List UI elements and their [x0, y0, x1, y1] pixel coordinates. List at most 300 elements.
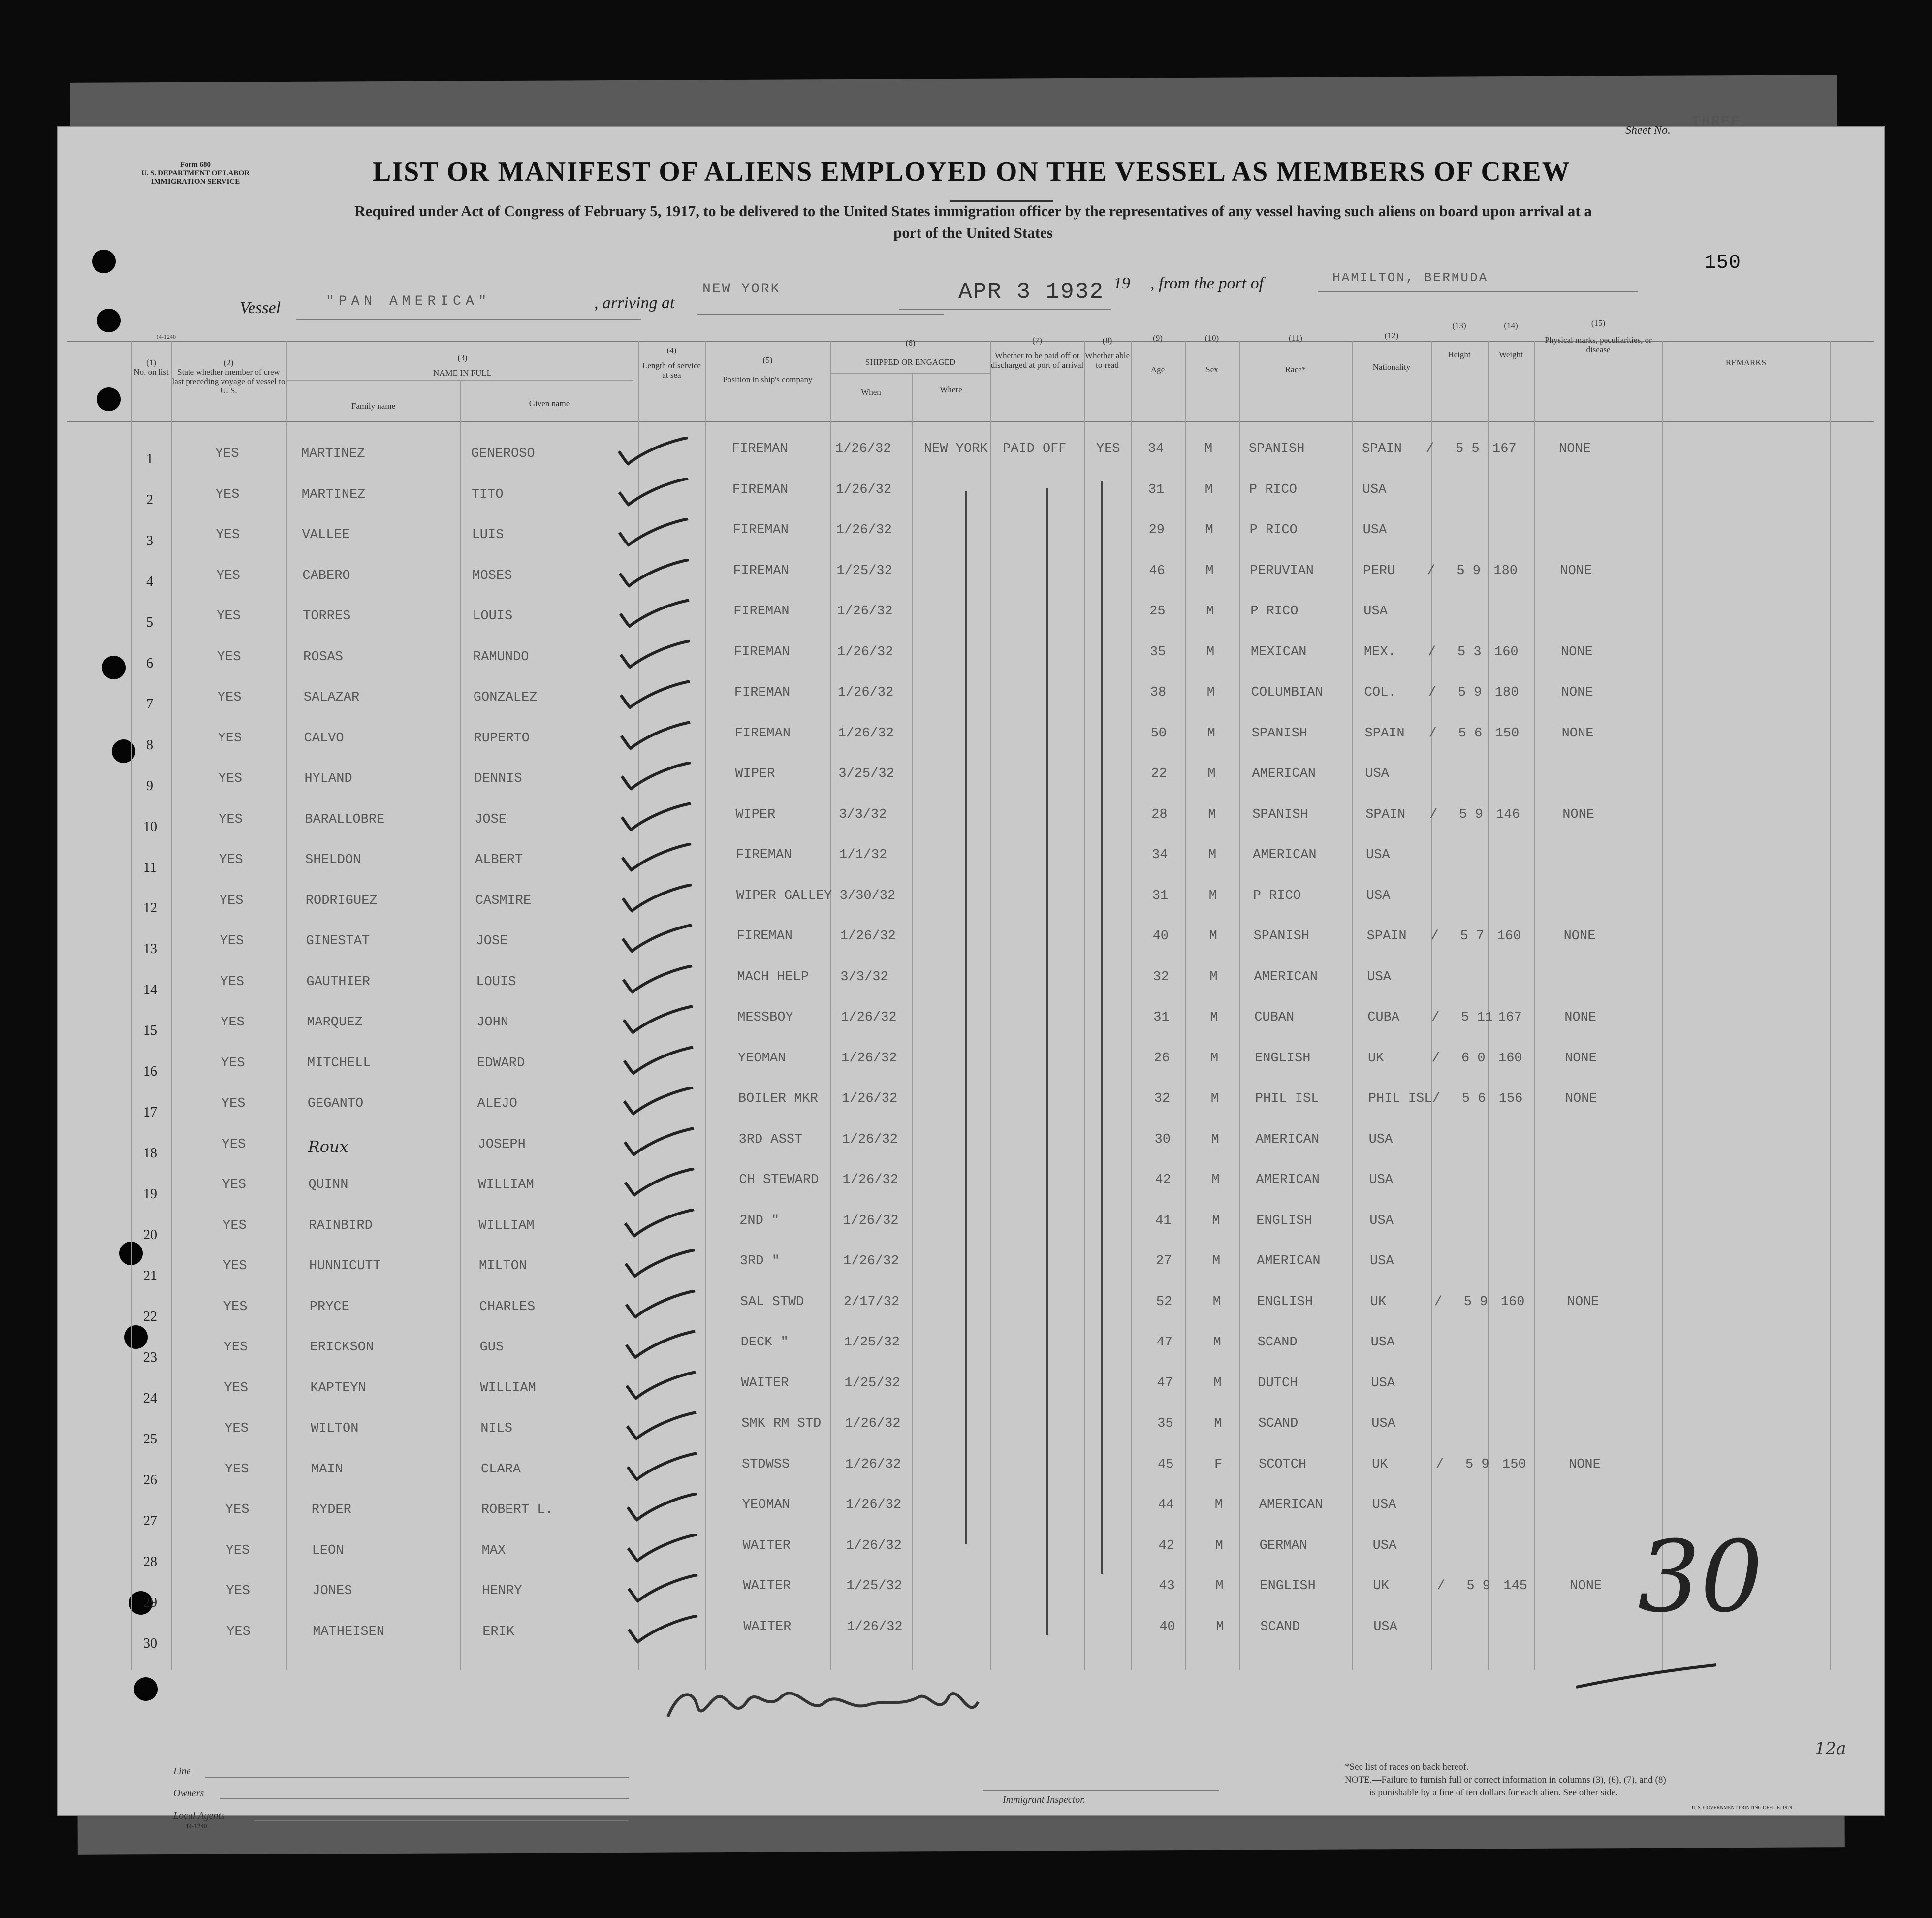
cell-weight: 160: [1497, 929, 1521, 944]
row-number: 1: [146, 451, 153, 467]
cell-family: CALVO: [304, 731, 344, 746]
cell-given: CLARA: [481, 1462, 521, 1477]
cell-when: 1/26/32: [837, 685, 894, 700]
cell-race: ENGLISH: [1260, 1579, 1316, 1594]
cell-sex: M: [1206, 644, 1215, 660]
row-number: 2: [146, 492, 153, 508]
cell-family: HUNNICUTT: [309, 1259, 381, 1274]
header-col-12: [1352, 331, 1431, 372]
service-check-mark: [621, 1005, 695, 1035]
row-number: 24: [143, 1390, 157, 1406]
cell-prev: YES: [226, 1624, 251, 1639]
inspector-signature: [663, 1662, 1008, 1741]
cell-given: HENRY: [482, 1584, 522, 1598]
signature-text: EPAbbott Insp: [663, 1662, 669, 1663]
cell-nat: USA: [1362, 523, 1387, 538]
cell-nat: UK: [1372, 1457, 1388, 1472]
cell-position: CH STEWARD: [739, 1173, 819, 1187]
cell-prev: YES: [224, 1421, 249, 1436]
cell-prev: YES: [217, 609, 241, 624]
from-port-rule: [1318, 291, 1638, 292]
cell-prev: YES: [220, 934, 244, 949]
cell-when: 1/26/32: [837, 644, 893, 660]
table-row: [58, 1132, 1884, 1174]
form-department: U. S. DEPARTMENT OF LABOR: [141, 169, 250, 177]
cell-race: AMERICAN: [1252, 767, 1316, 781]
service-check-mark: [622, 1087, 696, 1116]
header-col-10: [1185, 333, 1239, 374]
cell-prev: YES: [217, 649, 241, 665]
vessel-name: "PAN AMERICA": [326, 294, 491, 309]
cell-prev: YES: [216, 568, 240, 583]
cell-age: 31: [1148, 482, 1165, 497]
service-check-mark: [622, 1046, 696, 1076]
shipped-subrule: [830, 373, 990, 374]
header-col-7-num: (7): [1032, 336, 1042, 345]
cell-weight: 156: [1498, 1091, 1523, 1106]
cell-nat: PERU: [1363, 563, 1395, 578]
cell-age: 43: [1159, 1579, 1175, 1594]
cell-race: ENGLISH: [1256, 1213, 1312, 1228]
cell-race: AMERICAN: [1254, 969, 1318, 985]
cell-when: 1/1/32: [839, 848, 887, 863]
cell-nat: SPAIN: [1362, 442, 1402, 456]
cell-age: 30: [1154, 1132, 1171, 1147]
cell-prev: YES: [219, 853, 243, 867]
cell-age: 41: [1155, 1213, 1172, 1228]
cell-family: PRYCE: [309, 1299, 349, 1314]
total-underline: [1574, 1662, 1721, 1692]
cell-given: CASMIRE: [475, 893, 532, 908]
cell-family: MARTINEZ: [301, 447, 365, 461]
header-given-name: Given name: [529, 399, 570, 408]
cell-when: 1/26/32: [840, 929, 896, 944]
cell-family: CABERO: [302, 568, 350, 583]
header-col-9: [1131, 333, 1185, 374]
header-shipped-when: When: [861, 387, 881, 397]
cell-nat: SPAIN: [1366, 929, 1407, 944]
cell-race: SCAND: [1260, 1619, 1300, 1634]
header-col-10-text: Sex: [1205, 365, 1218, 374]
cell-when: 1/26/32: [845, 1498, 902, 1512]
cell-nat: USA: [1371, 1416, 1395, 1431]
form-block: [136, 161, 254, 186]
table-row: [58, 1498, 1884, 1539]
cell-marks: NONE: [1561, 644, 1593, 660]
cell-sex: M: [1214, 1416, 1222, 1431]
cell-sex: M: [1205, 563, 1214, 578]
cell-race: P RICO: [1250, 604, 1299, 619]
row-number: 26: [143, 1472, 157, 1488]
cell-family: JONES: [312, 1584, 352, 1598]
cell-sex: M: [1206, 604, 1214, 619]
cell-age: 47: [1157, 1375, 1173, 1391]
service-check-mark: [617, 559, 691, 588]
cell-nat: USA: [1370, 1254, 1394, 1269]
header-col-7: [990, 336, 1084, 370]
cell-weight: 160: [1498, 1051, 1522, 1066]
cell-race: P RICO: [1253, 888, 1301, 903]
cell-family: GINESTAT: [306, 934, 370, 949]
cell-race: SPANISH: [1253, 929, 1310, 944]
cell-family: SHELDON: [305, 853, 361, 867]
cell-prev: YES: [225, 1462, 249, 1477]
cell-prev: YES: [219, 812, 243, 827]
cell-marks: NONE: [1570, 1579, 1602, 1594]
cell-height: 5 9: [1466, 1579, 1490, 1594]
cell-when: 1/25/32: [846, 1579, 902, 1594]
cell-given: GUS: [479, 1340, 504, 1355]
table-row: [58, 1295, 1884, 1336]
service-check-mark: [625, 1411, 698, 1441]
cell-race: SPANISH: [1251, 726, 1308, 741]
table-row: [58, 604, 1884, 645]
cell-nat: UK: [1373, 1579, 1389, 1594]
cell-family: VALLEE: [302, 528, 350, 543]
cell-when: 1/26/32: [835, 442, 891, 456]
header-col-14-num: (14): [1504, 321, 1518, 330]
cell-race: SCAND: [1258, 1416, 1299, 1431]
header-col-2-text: State whether member of crew last preceding voyage of vessel to U. S.: [172, 367, 285, 395]
cell-sex: M: [1210, 1091, 1219, 1106]
header-col-5-num: (5): [762, 355, 773, 365]
row-number: 21: [143, 1268, 157, 1283]
height-slash: /: [1427, 563, 1435, 578]
cell-nat: UK: [1368, 1051, 1384, 1066]
row-number: 8: [146, 737, 153, 753]
header-col-15-text: Physical marks, peculiarities, or disease: [1545, 335, 1652, 354]
cell-age: 50: [1150, 726, 1167, 741]
cell-nat: PHIL ISL: [1368, 1091, 1432, 1106]
manifest-rows: [58, 442, 1884, 1662]
cell-family: MARTINEZ: [301, 487, 366, 502]
table-row: [58, 1091, 1884, 1133]
header-col-4-text: Length of service at sea: [642, 361, 701, 380]
service-check-mark: [618, 599, 692, 629]
cell-sex: M: [1204, 482, 1213, 497]
inspector-label: Immigrant Inspector.: [1003, 1794, 1085, 1805]
cell-height: 5 9: [1457, 685, 1482, 700]
cell-weight: 150: [1502, 1457, 1526, 1472]
cell-weight: 167: [1498, 1010, 1522, 1025]
cell-sex: M: [1210, 1010, 1218, 1025]
cell-family: LEON: [312, 1543, 344, 1558]
table-row: [58, 1376, 1884, 1417]
service-check-mark: [625, 1452, 699, 1482]
cell-race: PHIL ISL: [1255, 1091, 1319, 1106]
table-row: [58, 929, 1884, 970]
punch-hole: [134, 1677, 158, 1701]
footer-owners-rule: [220, 1798, 629, 1799]
service-check-mark: [623, 1168, 697, 1197]
form-service: IMMIGRATION SERVICE: [151, 178, 240, 186]
table-row: [58, 523, 1884, 564]
cell-prev: YES: [219, 893, 244, 908]
cell-race: AMERICAN: [1257, 1254, 1321, 1269]
cell-position: DECK ": [740, 1335, 789, 1350]
cell-given: WILLIAM: [478, 1218, 535, 1233]
cell-prev: YES: [222, 1218, 247, 1233]
header-code: 14-1240: [156, 333, 176, 340]
ditto-line-paid: [1046, 488, 1048, 1635]
header-col-2: [171, 358, 286, 395]
cell-position: WIPER: [735, 807, 776, 822]
height-slash: /: [1429, 807, 1438, 822]
cell-when: 1/26/32: [836, 523, 892, 538]
header-col-15-num: (15): [1591, 319, 1606, 328]
date-rule: [899, 309, 1111, 310]
cell-race: PERUVIAN: [1250, 563, 1314, 578]
cell-age: 44: [1158, 1498, 1174, 1512]
header-col-15: [1534, 319, 1662, 354]
header-col-3-num: (3): [457, 353, 468, 362]
table-row: [58, 1214, 1884, 1255]
cell-position: FIREMAN: [736, 929, 793, 944]
row-number: 7: [146, 696, 153, 712]
cell-marks: NONE: [1562, 807, 1594, 822]
cell-nat: COL.: [1364, 685, 1396, 700]
cell-height: 5 7: [1460, 929, 1485, 944]
cell-sex: M: [1204, 442, 1213, 456]
punch-hole: [97, 309, 121, 332]
header-col-4-num: (4): [666, 346, 677, 355]
footnote-races: *See list of races on back hereof.: [1345, 1762, 1469, 1772]
cell-weight: 167: [1492, 442, 1517, 456]
header-col-5: [705, 341, 830, 384]
page-number: 150: [1704, 252, 1742, 274]
from-label: , from the port of: [1150, 274, 1264, 292]
cell-nat: UK: [1370, 1294, 1387, 1310]
cell-nat: SPAIN: [1365, 807, 1406, 822]
cell-race: SPANISH: [1249, 442, 1305, 456]
cell-given: MOSES: [472, 568, 512, 583]
cell-family: Roux: [308, 1137, 348, 1156]
cell-prev: YES: [222, 1137, 246, 1152]
cell-age: 34: [1152, 848, 1168, 863]
header-col-2-num: (2): [223, 358, 234, 367]
cell-age: 47: [1156, 1335, 1172, 1350]
cell-given: WILLIAM: [478, 1178, 534, 1192]
corner-note: 12a: [1815, 1739, 1846, 1758]
header-col-12-text: Nationality: [1372, 362, 1411, 372]
row-number: 5: [146, 614, 153, 630]
cell-sex: M: [1213, 1335, 1221, 1350]
cell-height: 5 5: [1456, 442, 1480, 456]
cell-when: 1/26/32: [837, 604, 893, 619]
row-number: 14: [143, 982, 157, 998]
table-row: [58, 767, 1884, 808]
cell-weight: 150: [1495, 726, 1520, 741]
cell-when: 1/26/32: [845, 1457, 901, 1472]
cell-nat: USA: [1372, 1498, 1396, 1512]
cell-height: 5 9: [1463, 1294, 1488, 1310]
cell-race: CUBAN: [1254, 1010, 1295, 1025]
cell-family: GAUTHIER: [306, 974, 371, 990]
cell-weight: 180: [1493, 563, 1518, 578]
cell-sex: M: [1210, 1051, 1219, 1066]
service-check-mark: [619, 802, 693, 832]
cell-given: WILLIAM: [480, 1380, 536, 1396]
header-col-14: [1488, 321, 1534, 359]
cell-race: AMERICAN: [1255, 1132, 1320, 1147]
row-number: 29: [143, 1595, 157, 1610]
cell-given: EDWARD: [477, 1055, 525, 1071]
cell-weight: 160: [1494, 644, 1519, 660]
cell-prev: YES: [220, 974, 244, 990]
header-col-4: [638, 346, 705, 380]
header-col-11-num: (11): [1289, 333, 1302, 343]
row-number: 23: [143, 1349, 157, 1365]
service-check-mark: [617, 478, 691, 507]
cell-sex: M: [1214, 1498, 1223, 1512]
cell-family: QUINN: [308, 1178, 348, 1192]
cell-race: COLUMBIAN: [1251, 685, 1323, 700]
cell-nat: USA: [1366, 888, 1391, 903]
cell-when: 3/3/32: [839, 807, 887, 822]
cell-position: FIREMAN: [734, 685, 791, 700]
cell-when: 1/26/32: [841, 1091, 898, 1106]
cell-marks: NONE: [1564, 1010, 1596, 1025]
printer-line: U. S. GOVERNMENT PRINTING OFFICE: 1929: [1692, 1805, 1792, 1811]
cell-when: 1/26/32: [842, 1132, 898, 1147]
cell-position: MESSBOY: [737, 1010, 793, 1025]
arriving-label: , arriving at: [594, 294, 675, 312]
table-row: [58, 848, 1884, 889]
cell-when: 1/26/32: [847, 1619, 903, 1634]
cell-race: SPANISH: [1252, 807, 1308, 822]
table-row: [58, 1620, 1884, 1661]
cell-sex: M: [1208, 888, 1217, 903]
cell-age: 46: [1149, 563, 1165, 578]
cell-age: 32: [1153, 969, 1169, 985]
cell-sex: M: [1213, 1375, 1222, 1391]
header-remarks: REMARKS: [1725, 358, 1767, 367]
cell-family: MITCHELL: [307, 1055, 371, 1071]
height-slash: /: [1436, 1457, 1444, 1472]
row-number: 27: [143, 1513, 157, 1529]
cell-age: 35: [1157, 1416, 1173, 1431]
header-col-11: [1239, 333, 1352, 374]
cell-nat: USA: [1373, 1619, 1397, 1634]
cell-given: ROBERT L.: [481, 1502, 553, 1517]
header-col-6-text: SHIPPED OR ENGAGED: [865, 357, 956, 367]
cell-height: 5 11: [1461, 1010, 1493, 1025]
cell-prev: YES: [215, 447, 239, 461]
cell-when: 1/26/32: [841, 1051, 897, 1066]
table-row: [58, 970, 1884, 1011]
vessel-label: Vessel: [240, 299, 281, 317]
cell-age: 34: [1148, 442, 1164, 456]
cell-sex: M: [1215, 1538, 1223, 1553]
cell-family: ERICKSON: [310, 1340, 374, 1355]
row-number: 15: [143, 1023, 157, 1039]
row-number: 17: [143, 1105, 157, 1120]
cell-given: LOUIS: [476, 974, 516, 990]
cell-nat: MEX.: [1364, 644, 1396, 660]
cell-marks: NONE: [1560, 563, 1592, 578]
table-row: [58, 889, 1884, 930]
cell-when: 1/26/32: [838, 726, 894, 741]
cell-given: JOSEPH: [477, 1137, 526, 1152]
cell-prev: YES: [221, 1096, 246, 1111]
table-row: [58, 1254, 1884, 1295]
service-check-mark: [626, 1615, 700, 1644]
service-check-mark: [624, 1371, 698, 1401]
cell-family: MATHEISEN: [313, 1624, 385, 1639]
cell-given: DENNIS: [474, 771, 522, 786]
header-col-13-num: (13): [1452, 321, 1466, 330]
cell-sex: M: [1215, 1579, 1224, 1594]
cell-sex: M: [1205, 523, 1213, 538]
cell-given: JOSE: [475, 934, 508, 949]
table-row: [58, 1457, 1884, 1499]
sheet-number-value: THREE: [1692, 114, 1741, 129]
cell-age: 42: [1155, 1173, 1171, 1187]
cell-prev: YES: [217, 690, 242, 705]
row-number: 20: [143, 1227, 157, 1243]
cell-given: GENEROSO: [471, 447, 535, 461]
header-shipped-where: Where: [940, 385, 962, 394]
cell-family: HYLAND: [304, 771, 352, 786]
service-check-mark: [625, 1493, 699, 1522]
cell-weight: 160: [1500, 1294, 1525, 1310]
cell-when: 1/25/32: [844, 1335, 900, 1350]
cell-position: WAITER: [743, 1619, 792, 1634]
cell-age: 25: [1149, 604, 1166, 619]
row-number: 28: [143, 1554, 157, 1569]
header-bottom-rule: [67, 421, 1874, 422]
ditto-line-read: [1101, 481, 1103, 1574]
height-slash: /: [1434, 1294, 1442, 1310]
cell-position: WIPER: [735, 767, 775, 781]
cell-race: DUTCH: [1258, 1375, 1298, 1391]
height-slash: /: [1431, 1010, 1440, 1025]
cell-sex: M: [1209, 969, 1218, 985]
table-row: [58, 482, 1884, 524]
cell-sex: M: [1212, 1294, 1221, 1310]
cell-position: SAL STWD: [740, 1294, 804, 1310]
cell-family: RYDER: [311, 1502, 351, 1517]
footer-line-label: Line: [173, 1766, 191, 1777]
cell-sex: M: [1211, 1173, 1220, 1187]
cell-read: YES: [1096, 442, 1120, 456]
arrival-port: NEW YORK: [702, 282, 781, 297]
service-check-mark: [617, 518, 691, 547]
cell-height: 5 9: [1459, 807, 1483, 822]
cell-nat: SPAIN: [1364, 726, 1405, 741]
cell-position: WAITER: [742, 1538, 791, 1553]
cell-race: P RICO: [1249, 482, 1298, 497]
header-col-5-text: Position in ship's company: [723, 375, 813, 384]
cell-when: 2/17/32: [843, 1294, 900, 1310]
punch-hole: [92, 250, 116, 273]
cell-age: 26: [1154, 1051, 1170, 1066]
cell-family: WILTON: [311, 1421, 359, 1436]
cell-when: 1/26/32: [842, 1173, 898, 1187]
cell-marks: NONE: [1565, 1051, 1597, 1066]
service-check-mark: [626, 1534, 699, 1563]
service-check-mark: [624, 1290, 697, 1319]
cell-given: TITO: [471, 487, 504, 502]
cell-position: 3RD ASST: [738, 1132, 803, 1147]
service-check-mark: [623, 1209, 697, 1238]
cell-nat: USA: [1363, 604, 1388, 619]
cell-weight: 145: [1503, 1579, 1527, 1594]
cell-age: 31: [1152, 888, 1169, 903]
cell-marks: NONE: [1561, 726, 1594, 741]
cell-prev: YES: [216, 528, 240, 543]
document-title: LIST OR MANIFEST OF ALIENS EMPLOYED ON THE VESSEL AS MEMBERS OF CREW: [373, 157, 1571, 187]
